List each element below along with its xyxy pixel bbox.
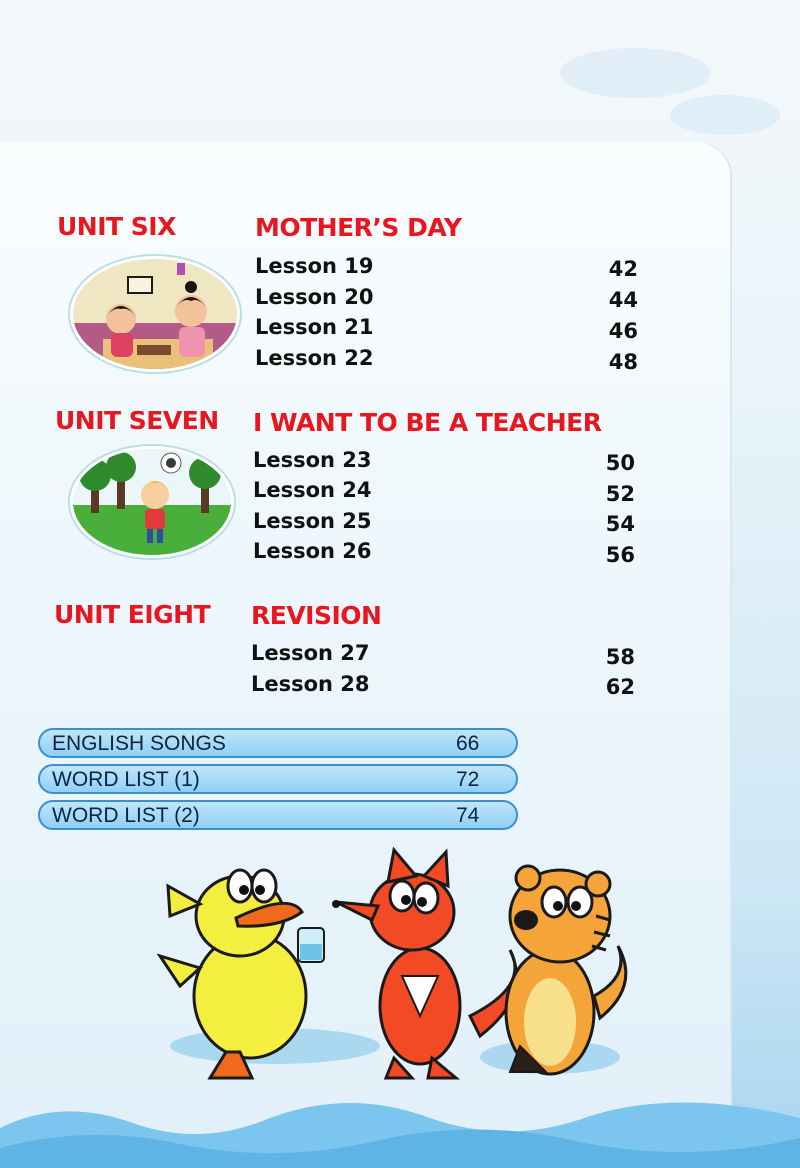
lesson-27[interactable]: Lesson 27	[251, 641, 370, 665]
unit-six-label: UNIT SIX	[57, 212, 176, 241]
lesson-20[interactable]: Lesson 20	[255, 285, 374, 309]
lesson-24[interactable]: Lesson 24	[253, 478, 372, 502]
lesson-22[interactable]: Lesson 22	[255, 346, 374, 370]
unit-eight-title: REVISION	[251, 601, 382, 630]
word-list-1-label: WORD LIST (1)	[52, 768, 200, 791]
english-songs-label: ENGLISH SONGS	[52, 732, 226, 755]
unit-seven-label: UNIT SEVEN	[55, 406, 219, 435]
page-46: 46	[608, 319, 638, 343]
page-54: 54	[605, 512, 635, 536]
page-56: 56	[605, 543, 635, 567]
page-42: 42	[608, 257, 638, 281]
lesson-26[interactable]: Lesson 26	[253, 539, 372, 563]
page-62: 62	[605, 675, 635, 699]
page-52: 52	[605, 482, 635, 506]
lesson-21[interactable]: Lesson 21	[255, 315, 374, 339]
word-list-1-entry[interactable]	[38, 764, 518, 794]
fox-icon	[332, 850, 517, 1078]
cloud-decoration	[560, 48, 710, 98]
page-50: 50	[605, 451, 635, 475]
lesson-28[interactable]: Lesson 28	[251, 672, 370, 696]
word-list-2-entry[interactable]	[38, 800, 518, 830]
duck-icon	[160, 870, 324, 1078]
page-48: 48	[608, 350, 638, 374]
bottom-wave-decoration	[0, 1088, 800, 1168]
unit-eight-label: UNIT EIGHT	[54, 600, 211, 629]
lesson-23[interactable]: Lesson 23	[253, 448, 372, 472]
tiger-icon	[506, 866, 626, 1074]
unit-six-title: MOTHER’S DAY	[255, 213, 462, 242]
page-44: 44	[608, 288, 638, 312]
word-list-2-label: WORD LIST (2)	[52, 804, 200, 827]
lesson-19[interactable]: Lesson 19	[255, 254, 374, 278]
duck-fox-tiger-cartoon	[140, 846, 660, 1086]
lesson-25[interactable]: Lesson 25	[253, 509, 372, 533]
unit-seven-title: I WANT TO BE A TEACHER	[253, 408, 602, 437]
boy-in-park-picture	[70, 446, 234, 558]
word-list-1-page: 72	[456, 768, 480, 791]
mother-and-daughter-picture	[70, 256, 240, 372]
english-songs-page: 66	[456, 732, 480, 755]
word-list-2-page: 74	[456, 804, 480, 827]
page-58: 58	[605, 645, 635, 669]
english-songs-entry[interactable]	[38, 728, 518, 758]
cloud-decoration	[670, 95, 780, 135]
